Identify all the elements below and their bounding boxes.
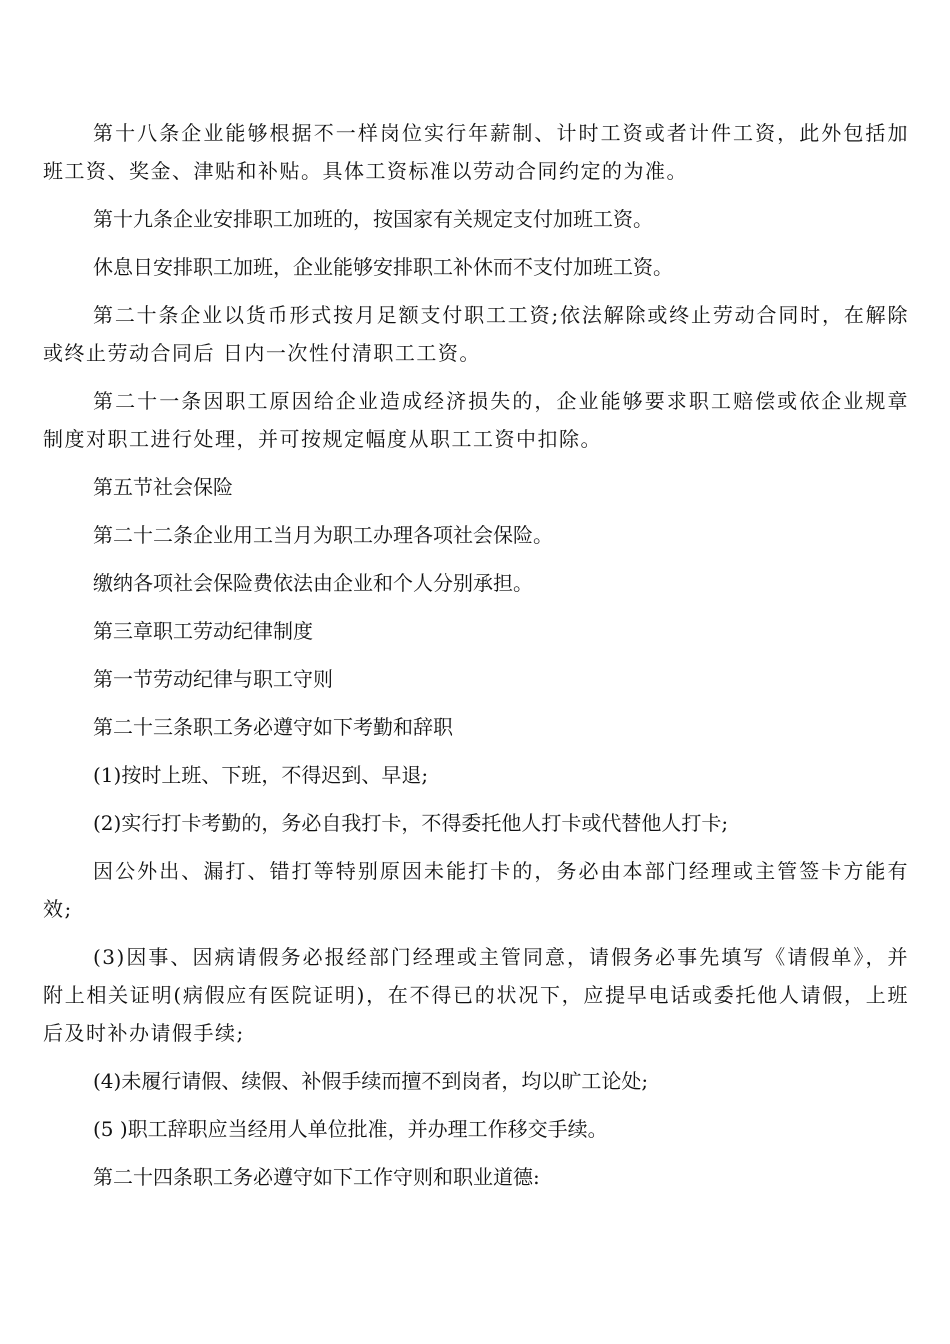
paragraph-rest-day-overtime: 休息日安排职工加班，企业能够安排职工补休而不支付加班工资。 <box>93 255 673 279</box>
paragraph-article-22: 第二十二条企业用工当月为职工办理各项社会保险。 <box>93 523 553 547</box>
paragraph-punch-card-exception: 因公外出、漏打、错打等特别原因未能打卡的，务必由本部门经理或主管签卡方能有效; <box>43 859 909 921</box>
section-heading-discipline-rules: 第一节劳动纪律与职工守则 <box>93 667 333 691</box>
list-item-5: (5 )职工辞职应当经用人单位批准，并办理工作移交手续。 <box>93 1117 608 1141</box>
list-item-3: (3)因事、因病请假务必报经部门经理或主管同意，请假务必事先填写《请假单》，并附上相关证明(病假应有医院证明)，在不得已的状况下，应提早电话或委托他人请假，上班后及时补办请假手续; <box>43 945 909 1045</box>
paragraph-article-20: 第二十条企业以货币形式按月足额支付职工工资;依法解除或终止劳动合同时，在解除或终止劳动合同后 日内一次性付清职工工资。 <box>43 303 909 365</box>
paragraph-article-23: 第二十三条职工务必遵守如下考勤和辞职 <box>93 715 453 739</box>
document-body <box>43 114 909 1206</box>
chapter-heading-labor-discipline: 第三章职工劳动纪律制度 <box>93 619 313 643</box>
list-item-1: (1)按时上班、下班，不得迟到、早退; <box>93 763 429 787</box>
section-heading-social-insurance: 第五节社会保险 <box>93 475 233 499</box>
paragraph-insurance-fees: 缴纳各项社会保险费依法由企业和个人分别承担。 <box>93 571 533 595</box>
paragraph-article-18: 第十八条企业能够根据不一样岗位实行年薪制、计时工资或者计件工资，此外包括加班工资、奖金、津贴和补贴。具体工资标准以劳动合同约定的为准。 <box>43 121 909 183</box>
list-item-2: (2)实行打卡考勤的，务必自我打卡，不得委托他人打卡或代替他人打卡; <box>93 811 729 835</box>
paragraph-article-24: 第二十四条职工务必遵守如下工作守则和职业道德: <box>93 1165 540 1189</box>
list-item-4: (4)未履行请假、续假、补假手续而擅不到岗者，均以旷工论处; <box>93 1069 649 1093</box>
paragraph-article-19: 第十九条企业安排职工加班的，按国家有关规定支付加班工资。 <box>93 207 653 231</box>
paragraph-article-21: 第二十一条因职工原因给企业造成经济损失的，企业能够要求职工赔偿或依企业规章制度对职工进行处理，并可按规定幅度从职工工资中扣除。 <box>43 389 909 451</box>
